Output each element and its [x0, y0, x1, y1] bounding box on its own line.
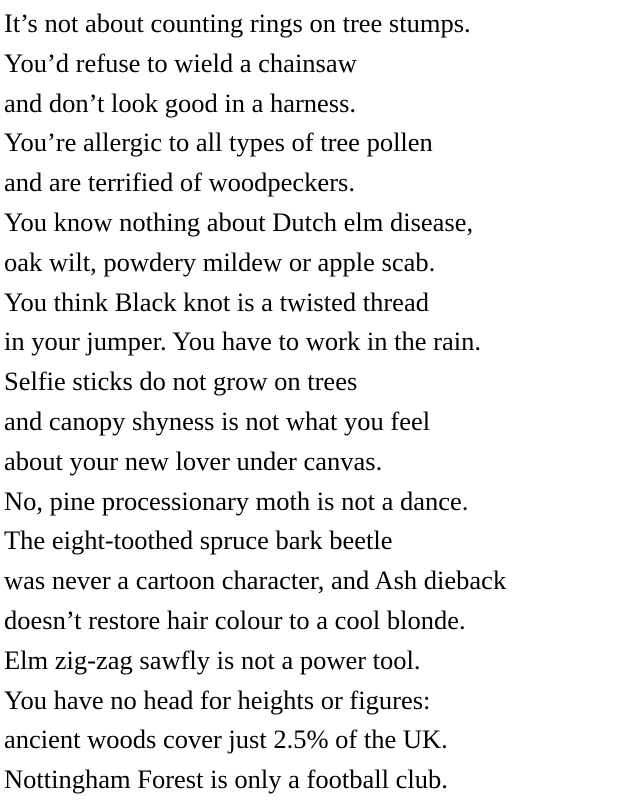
poem-line: You’d refuse to wield a chainsaw [4, 47, 357, 78]
poem-line: Elm zig-zag sawfly is not a power tool. [4, 644, 421, 675]
poem-line: oak wilt, powdery mildew or apple scab. [4, 246, 436, 277]
poem-line: No, pine processionary moth is not a dance. [4, 485, 469, 516]
poem-line: It’s not about counting rings on tree stumps. [4, 8, 471, 38]
poem-line: The eight-toothed spruce bark beetle [4, 525, 393, 556]
poem-line: and don’t look good in a harness. [4, 87, 357, 118]
poem-line: You have no head for heights or figures: [4, 684, 431, 715]
poem-line: doesn’t restore hair colour to a cool blonde. [4, 604, 466, 635]
poem-line: You know nothing about Dutch elm disease, [4, 206, 474, 237]
poem-line: in your jumper. You have to work in the rain. [4, 326, 481, 357]
poem-line: ancient woods cover just 2.5% of the UK. [4, 724, 448, 755]
poem-line: about your new lover under canvas. [4, 445, 383, 476]
poem-line: You think Black knot is a twisted thread [4, 286, 429, 317]
poem-line: Selfie sticks do not grow on trees [4, 366, 358, 397]
poem-line: Nottingham Forest is only a football club. [4, 764, 448, 795]
poem-text [4, 4, 622, 800]
poem-line: and are terrified of woodpeckers. [4, 167, 355, 198]
poem-line: You’re allergic to all types of tree pollen [4, 127, 433, 158]
poem-line: and canopy shyness is not what you feel [4, 405, 431, 436]
poem-line: was never a cartoon character, and Ash dieback [4, 565, 507, 596]
